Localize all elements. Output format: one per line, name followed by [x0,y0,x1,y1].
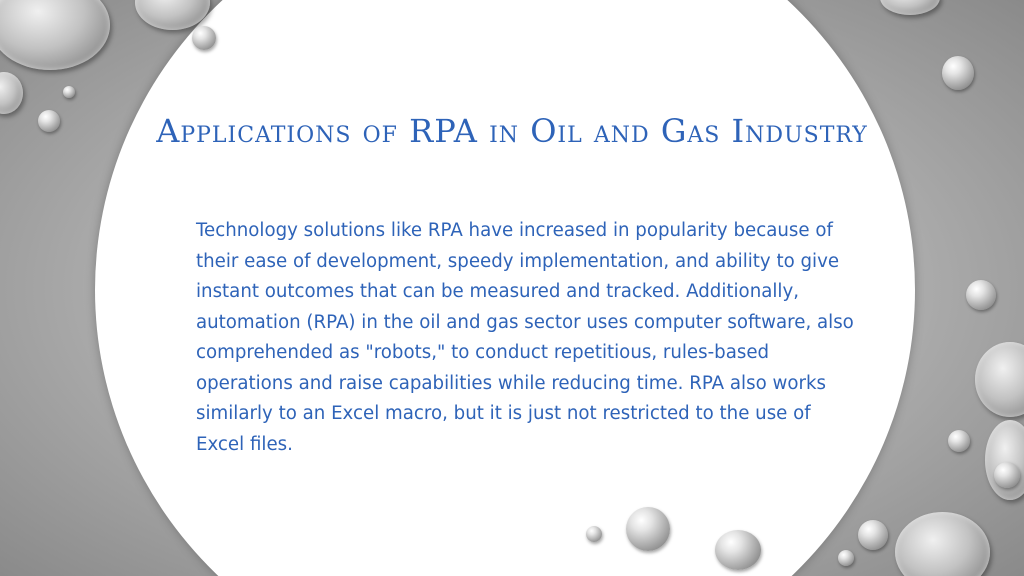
water-drop-icon [0,72,23,114]
water-drop-icon [0,0,110,70]
water-drop-icon [994,462,1020,488]
water-drop-icon [192,26,216,50]
water-drop-icon [838,550,854,566]
water-drop-icon [880,0,940,15]
water-drop-icon [985,420,1024,500]
water-drop-icon [942,56,974,90]
water-drop-icon [966,280,996,310]
water-drop-icon [715,530,761,570]
water-drop-icon [948,430,970,452]
water-drop-icon [63,86,75,98]
slide-body: Technology solutions like RPA have increased in popularity because of their ease of development, speedy implementation, and ability to give instant outcomes that can be measured and tracked. Additionally, automation (RPA) in the oil and gas sector uses computer software, also comprehended as "robots," to conduct repetitious, rules-based operations and raise capabilities while reducing time. RPA also works similarly to an Excel macro, but it is just not restricted to the use of Excel files. [196,220,854,455]
water-drop-icon [626,507,670,551]
water-drop-icon [895,512,990,576]
slide-title: Applications of RPA in Oil and Gas Industry [156,112,868,150]
water-drop-icon [586,526,602,542]
water-drop-icon [975,342,1024,417]
water-drop-icon [858,520,888,550]
